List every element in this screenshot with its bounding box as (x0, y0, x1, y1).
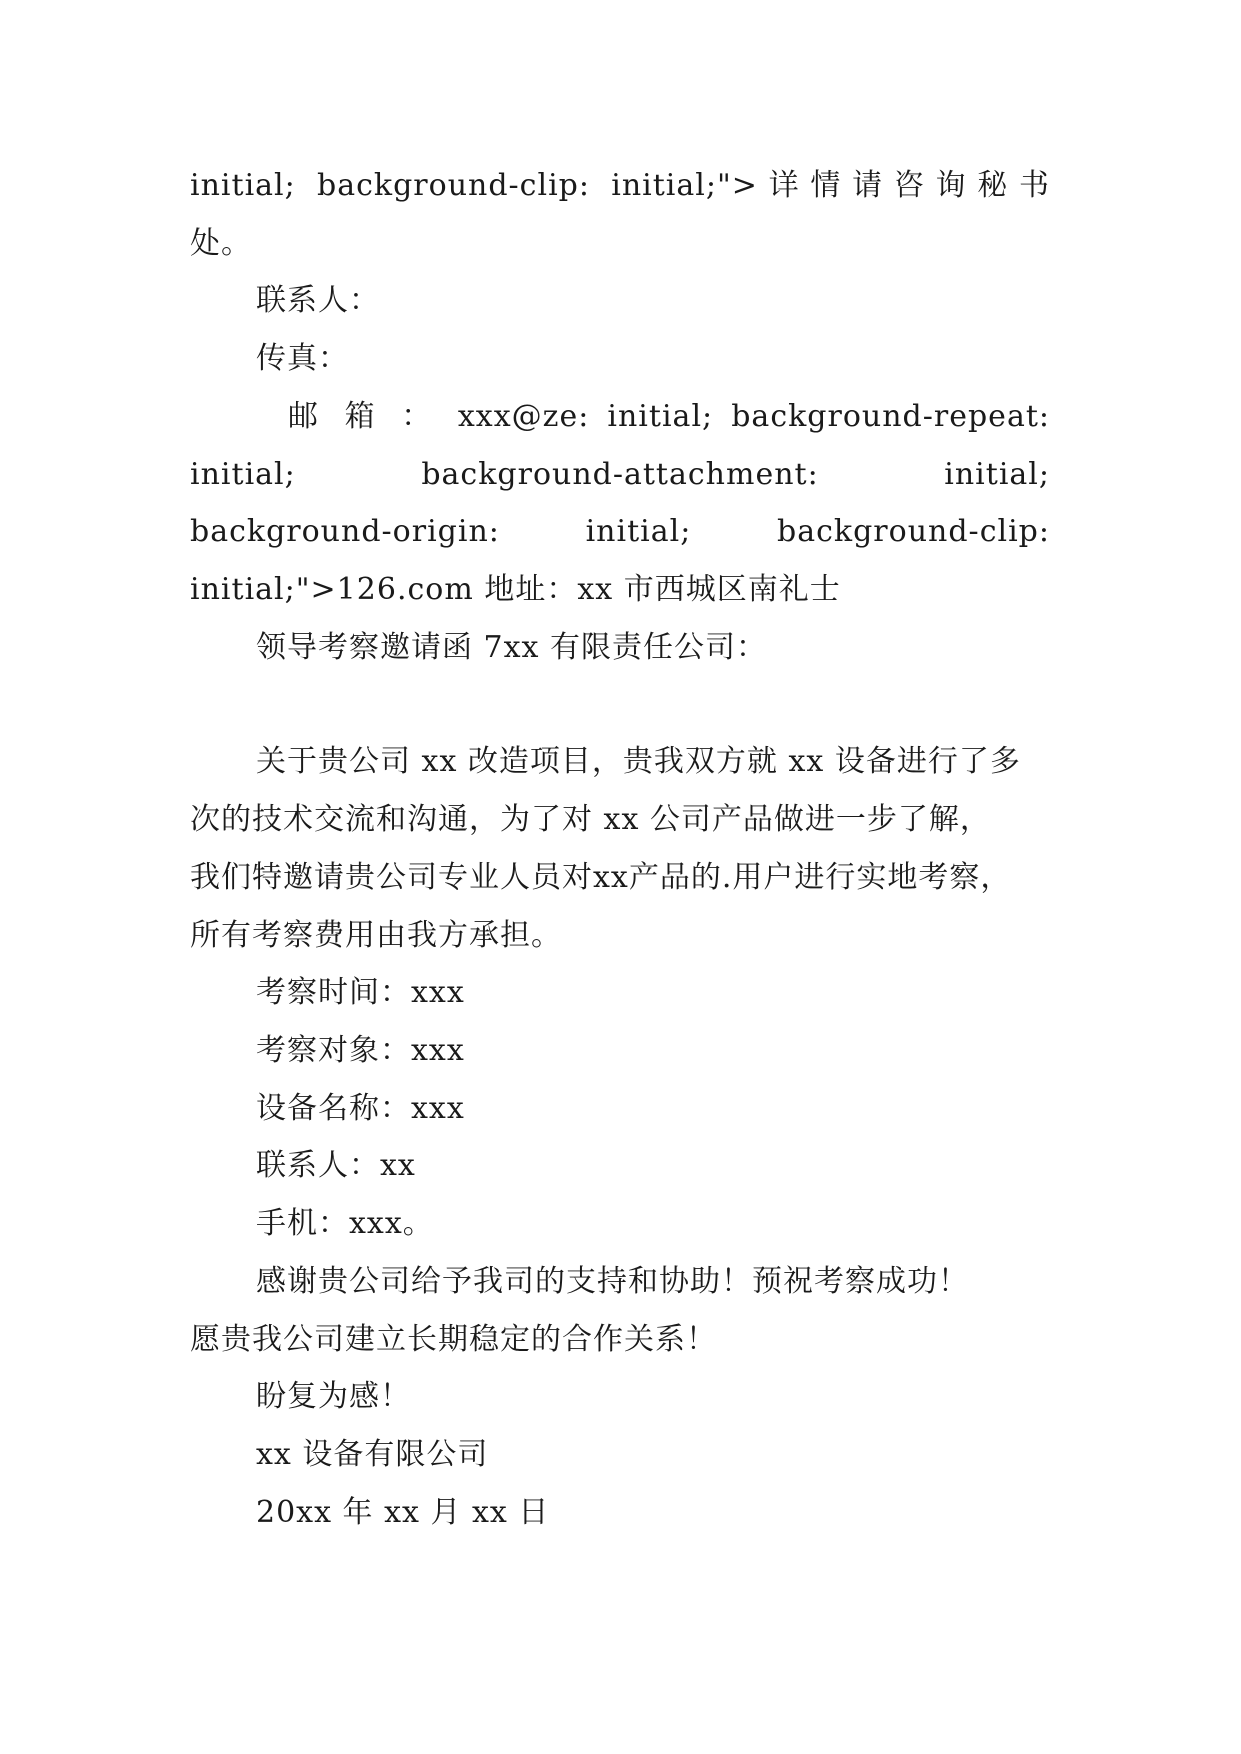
fax-label: 传真： (256, 341, 349, 376)
paragraph-line: background-origin: initial; background-clip: (190, 514, 1050, 549)
mobile: 手机：xxx。 (256, 1206, 434, 1241)
thanks-line: 愿贵我公司建立长期稳定的合作关系！ (190, 1322, 717, 1357)
contact-person: 联系人：xx (256, 1148, 416, 1183)
email-line: 邮 箱 ： xxx@ze: initial; background-repeat: (288, 399, 1050, 434)
paragraph-line: initial; background-clip: initial;">详情请咨询秘书 (190, 168, 1050, 203)
contact-person-label: 联系人： (256, 283, 380, 318)
inspection-target: 考察对象：xxx (256, 1033, 465, 1068)
letter-heading: 领导考察邀请函 7xx 有限责任公司： (256, 630, 767, 665)
inspection-time: 考察时间：xxx (256, 975, 465, 1010)
paragraph-line: 处。 (190, 226, 252, 261)
body-paragraph-line: 我们特邀请贵公司专业人员对xx产品的.用户进行实地考察， (190, 860, 1012, 895)
address-line: initial;">126.com 地址：xx 市西城区南礼士 (190, 572, 841, 607)
equipment-name: 设备名称：xxx (256, 1091, 465, 1126)
signature-company: xx 设备有限公司 (256, 1437, 489, 1472)
signature-date: 20xx 年 xx 月 xx 日 (256, 1495, 550, 1530)
closing-line: 盼复为感！ (256, 1379, 411, 1414)
body-paragraph-line: 关于贵公司 xx 改造项目，贵我双方就 xx 设备进行了多 (256, 744, 1021, 779)
body-paragraph-line: 所有考察费用由我方承担。 (190, 918, 562, 953)
paragraph-line: initial; background-attachment: initial; (190, 457, 1050, 492)
body-paragraph-line: 次的技术交流和沟通，为了对 xx 公司产品做进一步了解， (190, 802, 991, 837)
thanks-line: 感谢贵公司给予我司的支持和协助！预祝考察成功！ (256, 1264, 969, 1299)
